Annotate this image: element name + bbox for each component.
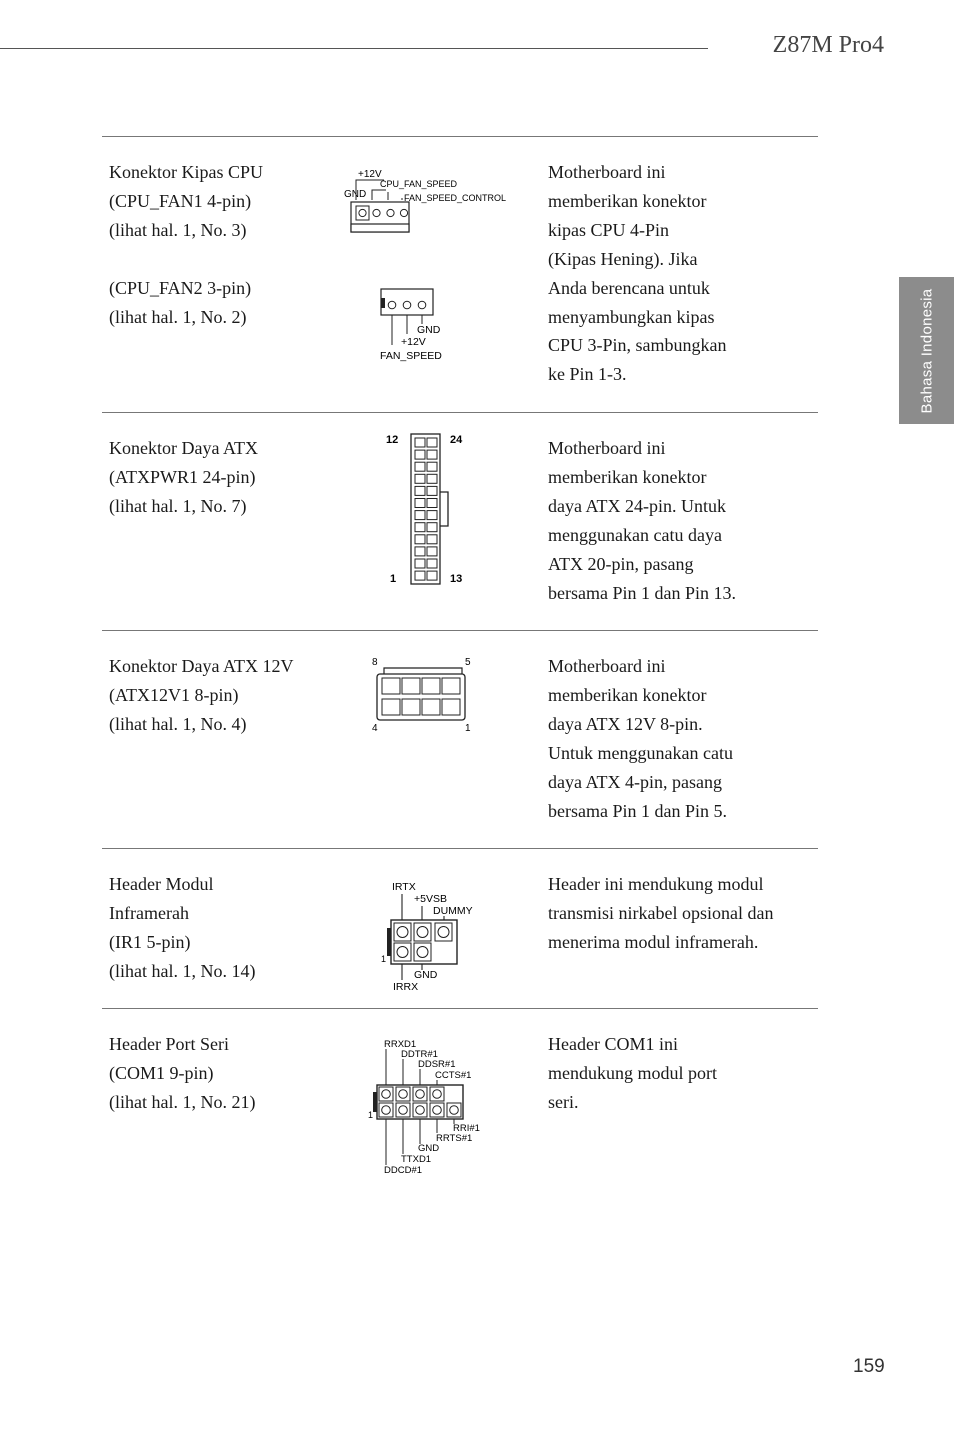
atx-12v-8pin-diagram — [368, 652, 480, 736]
connector-pin — [427, 571, 437, 580]
connector-pin — [427, 499, 437, 508]
connector-line: (lihat hal. 1, No. 14) — [109, 960, 256, 981]
description-line: menerima modul inframerah. — [548, 931, 759, 952]
description-line: daya ATX 24-pin. Untuk — [548, 495, 726, 516]
connector-pin — [427, 523, 437, 532]
description-line: ATX 20-pin, pasang — [548, 553, 694, 574]
connector-description — [548, 158, 810, 389]
connector-pin — [396, 1087, 410, 1101]
section-divider — [102, 848, 818, 849]
pin-label-gnd: GND — [417, 324, 441, 336]
connector-pin — [415, 547, 425, 556]
pin-label-1: 1 — [465, 723, 471, 734]
pin-label-irrx: IRRX — [393, 981, 419, 993]
connector-pin — [415, 523, 425, 532]
connector-pin — [427, 486, 437, 495]
page-number: 159 — [853, 1356, 885, 1377]
description-line: Motherboard ini — [548, 162, 666, 182]
pin-label-rrts1: RRTS#1 — [436, 1133, 473, 1144]
connector-pin — [415, 571, 425, 580]
description-line: daya ATX 4-pin, pasang — [548, 771, 722, 792]
pin-label-rrxd1: RRXD1 — [384, 1039, 417, 1050]
connector-pin — [427, 535, 437, 544]
connector-pin — [413, 1103, 427, 1117]
section-divider — [102, 136, 818, 137]
description-line: daya ATX 12V 8-pin. — [548, 713, 703, 734]
pin-label-gnd: GND — [418, 1143, 440, 1154]
header-rule — [0, 48, 708, 49]
description-line: menyambungkan kipas — [548, 306, 715, 327]
connector-line: (ATXPWR1 24-pin) — [109, 466, 256, 487]
description-line: kipas CPU 4-Pin — [548, 219, 670, 240]
description-line: Motherboard ini — [548, 438, 666, 458]
connector-pin — [427, 438, 437, 447]
description-line: ke Pin 1-3. — [548, 364, 627, 385]
pin-label-gnd: GND — [414, 969, 438, 981]
pin-label-irtx: IRTX — [392, 881, 416, 893]
connector-name — [109, 652, 293, 739]
connector-pin — [415, 462, 425, 471]
connector-line: Inframerah — [109, 902, 189, 923]
section-divider — [102, 412, 818, 413]
pin-label-ddsr1: DDSR#1 — [418, 1059, 456, 1070]
connector-name — [109, 870, 255, 986]
connector-name — [109, 434, 258, 521]
pin-label-8: 8 — [372, 657, 378, 668]
connector-pin — [415, 499, 425, 508]
connector-line: Konektor Daya ATX 12V — [109, 656, 294, 676]
description-line: CPU 3-Pin, sambungkan — [548, 335, 727, 356]
cpu-fan1-diagram — [340, 164, 525, 236]
com-header-diagram — [366, 1036, 482, 1176]
connector-pin — [427, 547, 437, 556]
pin-label-1: 1 — [390, 573, 397, 585]
description-line: Header ini mendukung modul — [548, 874, 764, 894]
connector-name — [109, 1030, 255, 1117]
connector-pin — [379, 1087, 393, 1101]
connector-description — [548, 434, 810, 607]
description-line: Anda berencana untuk — [548, 277, 710, 298]
pin-label-1: 1 — [381, 954, 387, 964]
pin-label-1: 1 — [368, 1110, 374, 1120]
connector-line: (lihat hal. 1, No. 21) — [109, 1091, 256, 1112]
pin-label-rri1: RRI#1 — [453, 1123, 480, 1134]
connector-line: (lihat hal. 1, No. 7) — [109, 495, 247, 516]
section-divider — [102, 1008, 818, 1009]
description-line: bersama Pin 1 dan Pin 13. — [548, 582, 736, 603]
description-line: memberikan konektor — [548, 190, 707, 211]
model-title: Z87M Pro4 — [772, 32, 884, 58]
pin-label-dummy: DUMMY — [433, 905, 473, 917]
cpu-fan2-diagram — [376, 284, 476, 364]
pin-label-ccts1: CCTS#1 — [435, 1070, 472, 1081]
connector-pin — [415, 511, 425, 520]
description-line: transmisi nirkabel opsional dan — [548, 902, 774, 923]
connector-pin — [415, 450, 425, 459]
connector-pin — [413, 1087, 427, 1101]
pin-label-ttxd1: TTXD1 — [401, 1154, 432, 1165]
description-line: bersama Pin 1 dan Pin 5. — [548, 800, 727, 821]
connector-pin — [427, 511, 437, 520]
pin-label-4: 4 — [372, 723, 378, 734]
connector-line: (COM1 9-pin) — [109, 1062, 214, 1083]
description-line: mendukung modul port — [548, 1062, 717, 1083]
section-divider — [102, 630, 818, 631]
pin-label-fan-speed-control: FAN_SPEED_CONTROL — [404, 193, 507, 203]
connector-pin — [430, 1087, 444, 1101]
connector-line: (CPU_FAN1 4-pin) — [109, 190, 252, 211]
ir-header-diagram — [378, 876, 482, 994]
description-line: Header COM1 ini — [548, 1034, 678, 1054]
pin-label-12v: +12V — [401, 336, 426, 348]
connector-pin — [396, 1103, 410, 1117]
connector-pin — [415, 486, 425, 495]
description-line: Untuk menggunakan catu — [548, 742, 733, 763]
language-tab-label: Bahasa Indonesia — [918, 288, 935, 413]
pin-label-12v: +12V — [358, 169, 382, 180]
connector-pin — [415, 559, 425, 568]
description-line: menggunakan catu daya — [548, 524, 722, 545]
connector-description — [548, 652, 810, 825]
connector-pin — [427, 450, 437, 459]
pin-label-24: 24 — [450, 434, 463, 446]
connector-line: Konektor Daya ATX — [109, 438, 258, 458]
connector-pin — [415, 474, 425, 483]
pin-label-fan-speed: FAN_SPEED — [380, 350, 442, 362]
connector-pin — [427, 559, 437, 568]
connector-name — [109, 158, 263, 331]
connector-line: (lihat hal. 1, No. 3) — [109, 219, 247, 240]
pin-label-5vsb: +5VSB — [414, 893, 447, 905]
connector-line: (CPU_FAN2 3-pin) — [109, 277, 252, 298]
connector-description — [548, 1030, 810, 1117]
connector-pin — [427, 462, 437, 471]
description-line: memberikan konektor — [548, 684, 707, 705]
connector-pin — [430, 1103, 444, 1117]
connector-pin — [415, 438, 425, 447]
connector-pin — [427, 474, 437, 483]
pin-label-ddcd1: DDCD#1 — [384, 1165, 423, 1176]
connector-description — [548, 870, 810, 957]
connector-pin — [447, 1103, 461, 1117]
pin-label-13: 13 — [450, 573, 463, 585]
connector-line: Header Port Seri — [109, 1034, 229, 1054]
pin-label-5: 5 — [465, 657, 471, 668]
connector-pin — [415, 535, 425, 544]
connector-pin — [379, 1103, 393, 1117]
connector-line: Konektor Kipas CPU — [109, 162, 263, 182]
connector-line: (ATX12V1 8-pin) — [109, 684, 239, 705]
connector-line: (IR1 5-pin) — [109, 931, 191, 952]
description-line: memberikan konektor — [548, 466, 707, 487]
connector-line: (lihat hal. 1, No. 2) — [109, 306, 247, 327]
pin-label-ddtr1: DDTR#1 — [401, 1049, 438, 1060]
pin-label-gnd: GND — [344, 189, 367, 200]
connector-line: (lihat hal. 1, No. 4) — [109, 713, 247, 734]
pin-label-12: 12 — [386, 434, 399, 446]
description-line: seri. — [548, 1091, 579, 1112]
atx-24pin-diagram — [382, 430, 474, 590]
connector-line: Header Modul — [109, 874, 214, 894]
description-line: Motherboard ini — [548, 656, 666, 676]
language-tab — [899, 277, 954, 424]
pin-label-cpu-fan-speed: CPU_FAN_SPEED — [380, 179, 458, 189]
description-line: (Kipas Hening). Jika — [548, 248, 698, 269]
